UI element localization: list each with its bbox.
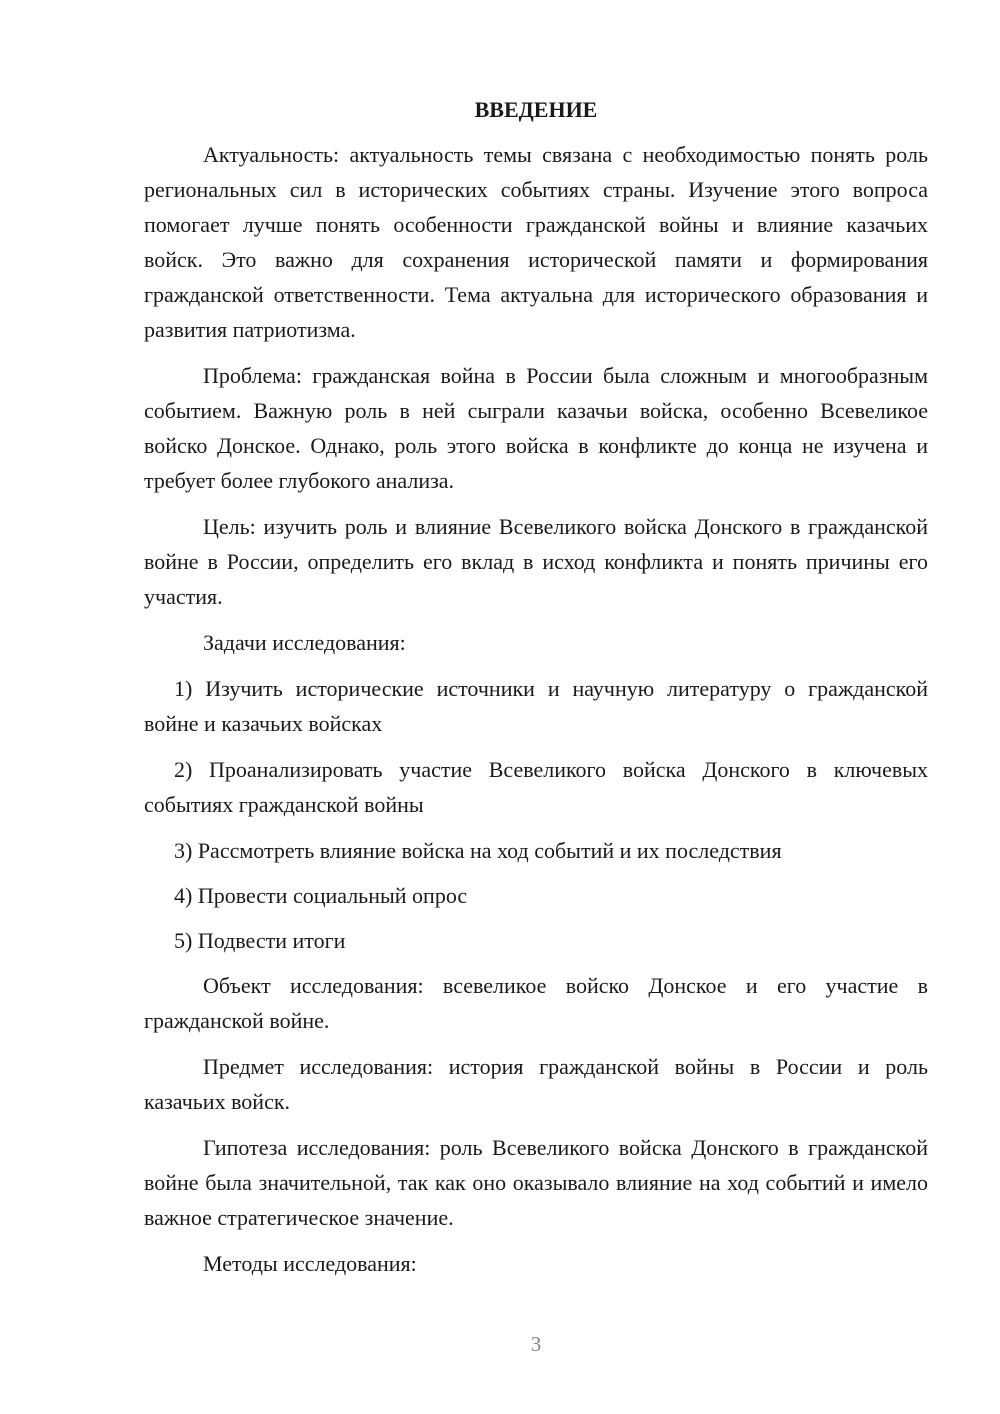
paragraph-object: Объект исследования: всевеликое войско Донское и его участие в гражданской войне.: [144, 973, 928, 1033]
list-item: 4) Провести социальный опрос: [174, 883, 468, 908]
paragraph-tasks-heading: Задачи исследования:: [203, 630, 406, 655]
paragraph-subject: Предмет исследования: история гражданской войны в России и роль казачьих войск.: [144, 1054, 928, 1114]
list-item: 1) Изучить исторические источники и научную литературу о гражданской войне и казачьих войсках: [144, 676, 928, 736]
list-item: 2) Проанализировать участие Всевеликого войска Донского в ключевых событиях гражданской войны: [144, 757, 928, 817]
list-item: 3) Рассмотреть влияние войска на ход событий и их последствия: [174, 838, 782, 863]
paragraph-relevance: Актуальность: актуальность темы связана с необходимостью понять роль региональных сил в исторических событиях страны. Изучение этого вопроса помогает лучше понять особенности гражданской войны и влияние казачьих войск. Это важно для сохранения исторической памяти и формирования гражданской ответственности. Тема актуальна для исторического образования и развития патриотизма.: [144, 142, 928, 342]
paragraph-goal: Цель: изучить роль и влияние Всевеликого войска Донского в гражданской войне в России, определить его вклад в исход конфликта и понять причины его участия.: [144, 514, 928, 609]
page-title: ВВЕДЕНИЕ: [474, 97, 598, 122]
document-page: [144, 92, 928, 1281]
paragraph-hypothesis: Гипотеза исследования: роль Всевеликого войска Донского в гражданской войне была значительной, так как оно оказывало влияние на ход событий и имело важное стратегическое значение.: [144, 1135, 928, 1230]
page-number: 3: [530, 1332, 542, 1356]
paragraph-problem: Проблема: гражданская война в России была сложным и многообразным событием. Важную роль в ней сыграли казачьи войска, особенно Всевеликое войско Донское. Однако, роль этого войска в конфликте до конца не изучена и требует более глубокого анализа.: [144, 363, 928, 493]
list-item: 5) Подвести итоги: [174, 928, 346, 953]
paragraph-methods: Методы исследования:: [203, 1251, 417, 1276]
